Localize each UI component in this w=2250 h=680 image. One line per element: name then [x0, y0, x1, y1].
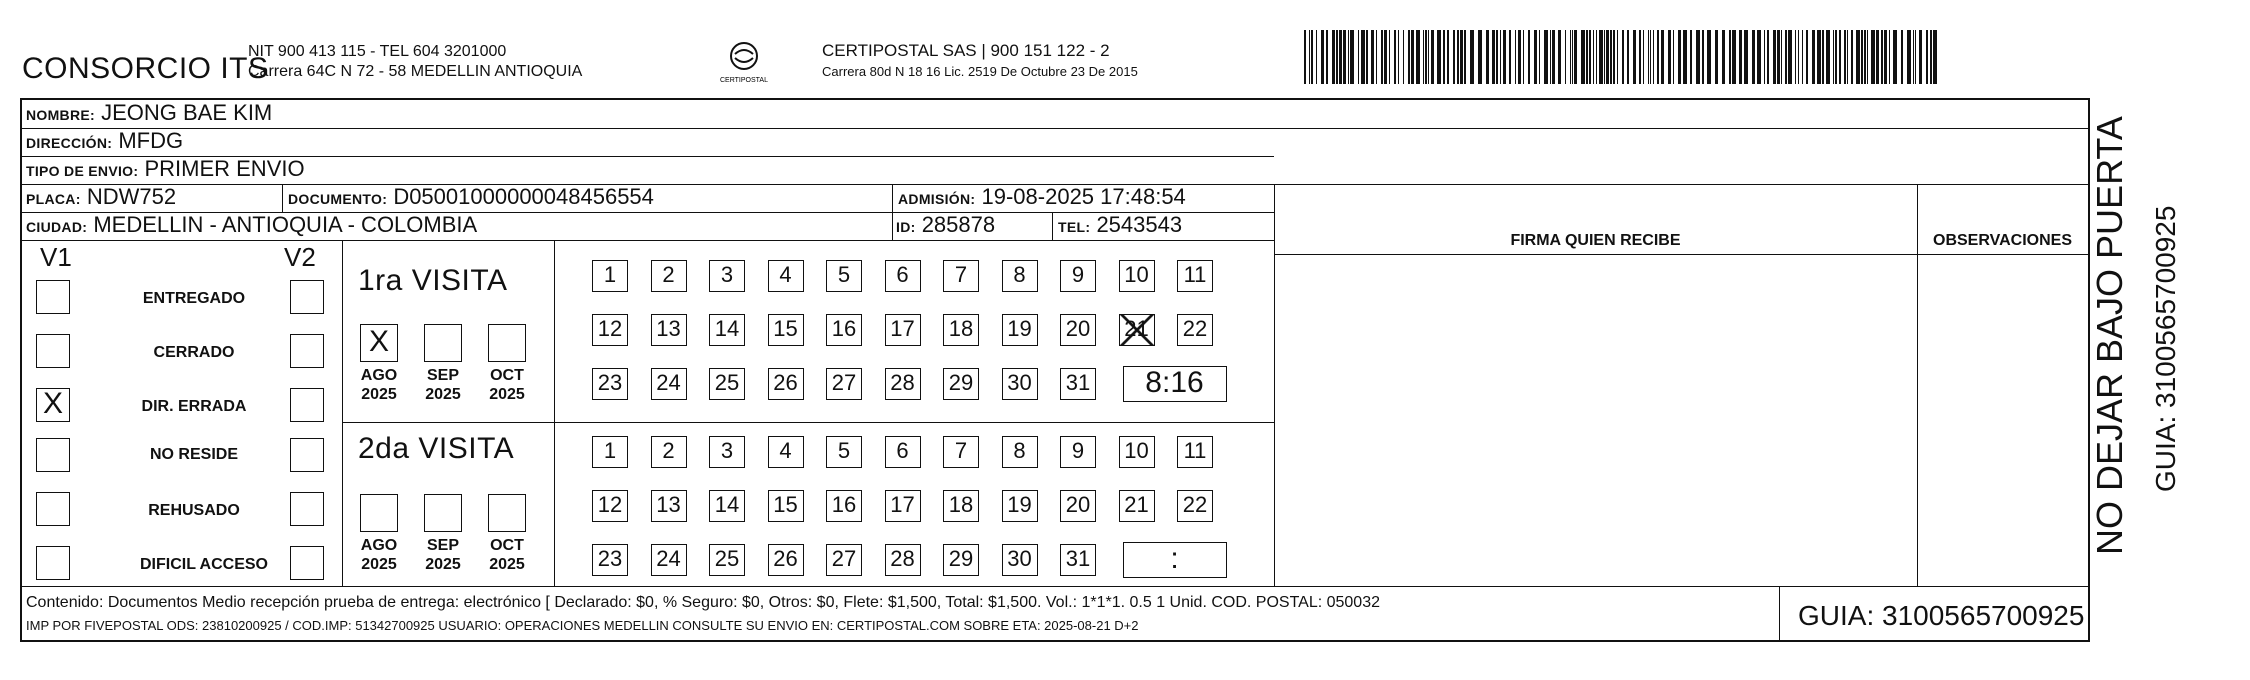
barcode-bar: [1812, 30, 1815, 84]
visit1-day-5[interactable]: 5: [826, 260, 862, 292]
barcode-bar: [1394, 30, 1396, 84]
admision-label: ADMISIÓN:: [898, 191, 976, 207]
placa-value: NDW752: [86, 184, 177, 209]
v1-entregado-checkbox[interactable]: [36, 280, 70, 314]
barcode-bar: [1884, 30, 1887, 84]
visit1-day-21[interactable]: 21: [1119, 314, 1155, 346]
visit2-day-30[interactable]: 30: [1002, 544, 1038, 576]
visit2-day-6[interactable]: 6: [885, 436, 921, 468]
barcode-bar: [1366, 30, 1368, 84]
documento-field: [288, 184, 654, 210]
visit1-day-13[interactable]: 13: [651, 314, 687, 346]
barcode-bar: [1788, 30, 1792, 84]
barcode-bar: [1528, 30, 1530, 84]
barcode-bar: [1839, 30, 1841, 84]
barcode-bar: [1673, 30, 1674, 84]
barcode-bar: [1643, 30, 1644, 84]
visit1-day-18[interactable]: 18: [943, 314, 979, 346]
firma-header: FIRMA QUIEN RECIBE: [1510, 232, 1681, 249]
visit2-day-26[interactable]: 26: [768, 544, 804, 576]
company-name: CONSORCIO ITS: [22, 52, 269, 85]
barcode-bar: [1503, 30, 1506, 84]
barcode-bar: [1861, 30, 1863, 84]
barcode-bar: [1565, 30, 1566, 84]
barcode-bar: [1336, 30, 1338, 84]
barcode-bar: [1492, 30, 1495, 84]
barcode-bar: [1864, 30, 1866, 84]
visit2-day-10[interactable]: 10: [1119, 436, 1155, 468]
barcode-bar: [1596, 30, 1597, 84]
visit2-day-9[interactable]: 9: [1060, 436, 1096, 468]
certipostal-sub: Carrera 80d N 18 16 Lic. 2519 De Octubre 23 De 2015: [822, 64, 1138, 79]
visit1-day-24[interactable]: 24: [651, 368, 687, 400]
barcode-bar: [1715, 30, 1718, 84]
barcode-bar: [1919, 30, 1922, 84]
barcode-bar: [1550, 30, 1551, 84]
barcode-bar: [1593, 30, 1594, 84]
barcode-bar: [1871, 30, 1875, 84]
barcode-bar: [1732, 30, 1736, 84]
visit1-day-28[interactable]: 28: [885, 368, 921, 400]
barcode-bar: [1381, 30, 1383, 84]
barcode-bar: [1523, 30, 1524, 84]
barcode-bar: [1653, 30, 1654, 84]
footer-contenido: Contenido: Documentos Medio recepción prueba de entrega: electrónico [ Declarado: $0, % Seguro: $0, Otros: $0, Flete: $1,500, Total: $1,500. Vol.: 1*1*1. 0.5 1 Unid. COD. POSTAL: 050032: [26, 594, 1380, 611]
barcode-bar: [1464, 30, 1466, 84]
barcode-bar: [1332, 30, 1335, 84]
visit1-day-16[interactable]: 16: [826, 314, 862, 346]
certipostal-logo: [720, 38, 768, 86]
visit1-day-10[interactable]: 10: [1119, 260, 1155, 292]
visit1-day-6[interactable]: 6: [885, 260, 921, 292]
visit1-day-22[interactable]: 22: [1177, 314, 1213, 346]
barcode-bar: [1833, 30, 1834, 84]
barcode-bar: [1478, 30, 1482, 84]
v2-entregado-checkbox[interactable]: [290, 280, 324, 314]
address-line: Carrera 64C N 72 - 58 MEDELLIN ANTIOQUIA: [248, 63, 583, 80]
barcode: [1304, 30, 1940, 84]
barcode-bar: [1773, 30, 1776, 84]
barcode-bar: [1617, 30, 1618, 84]
side-guia: GUIA: 3100565700925: [2150, 205, 2181, 492]
barcode-bar: [1926, 30, 1928, 84]
visit1-day-7[interactable]: 7: [943, 260, 979, 292]
barcode-bar: [1544, 30, 1548, 84]
tel-field: [1058, 212, 1182, 238]
barcode-bar: [1757, 30, 1761, 84]
visit1-month-sep-label: SEP 2025: [425, 367, 461, 403]
visit2-month-ago-box[interactable]: [360, 494, 398, 532]
barcode-bar: [1606, 30, 1609, 84]
ciudad-field: [26, 212, 477, 238]
visit2-day-22[interactable]: 22: [1177, 490, 1213, 522]
barcode-bar: [1795, 30, 1796, 84]
visit2-day-18[interactable]: 18: [943, 490, 979, 522]
visit2-day-16[interactable]: 16: [826, 490, 862, 522]
barcode-bar: [1389, 30, 1390, 84]
visit2-day-20[interactable]: 20: [1060, 490, 1096, 522]
placa-field: [26, 184, 176, 210]
barcode-bar: [1893, 30, 1897, 84]
v1-no-reside-checkbox[interactable]: [36, 438, 70, 472]
barcode-bar: [1722, 30, 1725, 84]
visit2-day-29[interactable]: 29: [943, 544, 979, 576]
barcode-bar: [1447, 30, 1449, 84]
visit2-day-28[interactable]: 28: [885, 544, 921, 576]
barcode-bar: [1599, 30, 1603, 84]
visit1-day-19[interactable]: 19: [1002, 314, 1038, 346]
visit1-day-26[interactable]: 26: [768, 368, 804, 400]
barcode-bar: [1856, 30, 1860, 84]
barcode-bar: [1570, 30, 1571, 84]
visit2-month-oct-box[interactable]: [488, 494, 526, 532]
visit2-month-ago-label: AGO 2025: [360, 537, 398, 573]
barcode-bar: [1316, 30, 1317, 84]
barcode-bar: [1881, 30, 1883, 84]
barcode-bar: [1457, 30, 1459, 84]
admision-field: [898, 184, 1186, 210]
certipostal-line: CERTIPOSTAL SAS | 900 151 122 - 2: [822, 41, 1110, 60]
barcode-bar: [1867, 30, 1868, 84]
barcode-bar: [1416, 30, 1420, 84]
barcode-bar: [1470, 30, 1474, 84]
barcode-bar: [1764, 30, 1765, 84]
barcode-bar: [1610, 30, 1612, 84]
barcode-bar: [1486, 30, 1489, 84]
barcode-bar: [1627, 30, 1629, 84]
visit1-title: 1ra VISITA: [358, 264, 508, 297]
barcode-bar: [1802, 30, 1803, 84]
barcode-bar: [1777, 30, 1780, 84]
v1-header: V1: [40, 242, 72, 272]
visit1-day-23[interactable]: 23: [592, 368, 628, 400]
tel-value: 2543543: [1096, 212, 1183, 237]
barcode-bar: [1376, 30, 1377, 84]
barcode-bar: [1350, 30, 1354, 84]
barcode-bar: [1453, 30, 1455, 84]
status-rehusado: REHUSADO: [148, 502, 240, 519]
visit2-day-7[interactable]: 7: [943, 436, 979, 468]
visit1-day-12[interactable]: 12: [592, 314, 628, 346]
visit2-day-14[interactable]: 14: [709, 490, 745, 522]
direccion-value: MFDG: [118, 128, 184, 153]
visit2-day-4[interactable]: 4: [768, 436, 804, 468]
barcode-bar: [1622, 30, 1624, 84]
visit1-month-sep-box[interactable]: [424, 324, 462, 362]
barcode-bar: [1500, 30, 1501, 84]
barcode-bar: [1678, 30, 1681, 84]
barcode-bar: [1586, 30, 1588, 84]
barcode-bar: [1798, 30, 1799, 84]
footer-content: [26, 594, 1776, 633]
v1-cerrado-checkbox[interactable]: [36, 334, 70, 368]
barcode-bar: [1683, 30, 1687, 84]
id-value: 285878: [921, 212, 996, 237]
visit1-day-27[interactable]: 27: [826, 368, 862, 400]
barcode-bar: [1326, 30, 1328, 84]
barcode-bar: [1539, 30, 1540, 84]
footer-imp: IMP POR FIVEPOSTAL ODS: 23810200925 / COD.IMP: 51342700925 USUARIO: OPERACIONES MEDELLIN CONSULTE SU ENVIO EN: CERTIPOSTAL.COM SOBRE ETA: 2025-08-21 D+2: [26, 618, 1139, 633]
visit2-time-box[interactable]: :: [1123, 542, 1227, 578]
admision-value: 19-08-2025 17:48:54: [981, 184, 1186, 209]
visit2-day-1[interactable]: 1: [592, 436, 628, 468]
visit2-day-17[interactable]: 17: [885, 490, 921, 522]
barcode-bar: [1423, 30, 1424, 84]
direccion-label: DIRECCIÓN:: [26, 135, 113, 151]
tel-label: TEL:: [1058, 219, 1091, 235]
barcode-bar: [1889, 30, 1890, 84]
visit2-day-21[interactable]: 21: [1119, 490, 1155, 522]
visit1-month-oct-box[interactable]: [488, 324, 526, 362]
status-no-reside: NO RESIDE: [149, 446, 238, 463]
visit1-day-15[interactable]: 15: [768, 314, 804, 346]
visit2-day-2[interactable]: 2: [651, 436, 687, 468]
barcode-bar: [1690, 30, 1692, 84]
barcode-bar: [1358, 30, 1359, 84]
visit2-day-11[interactable]: 11: [1177, 436, 1213, 468]
ciudad-label: CIUDAD:: [26, 219, 88, 235]
barcode-bar: [1657, 30, 1659, 84]
v2-cerrado-checkbox[interactable]: [290, 334, 324, 368]
visit2-day-12[interactable]: 12: [592, 490, 628, 522]
status-cerrado: CERRADO: [153, 344, 235, 361]
barcode-bar: [1581, 30, 1585, 84]
visit1-day-17[interactable]: 17: [885, 314, 921, 346]
company-info: [248, 42, 582, 82]
barcode-bar: [1639, 30, 1641, 84]
barcode-bar: [1752, 30, 1755, 84]
barcode-bar: [1806, 30, 1808, 84]
id-field: [896, 212, 995, 238]
visit2-day-8[interactable]: 8: [1002, 436, 1038, 468]
placa-label: PLACA:: [26, 191, 81, 207]
v2-dificil-acceso-checkbox[interactable]: [290, 546, 324, 580]
visit1-day-25[interactable]: 25: [709, 368, 745, 400]
barcode-bar: [1844, 30, 1846, 84]
barcode-bar: [1574, 30, 1577, 84]
observaciones-header: OBSERVACIONES: [1933, 232, 2072, 249]
visit1-month-ago-label: AGO 2025: [360, 367, 398, 403]
barcode-bar: [1613, 30, 1615, 84]
nombre-value: JEONG BAE KIM: [101, 100, 273, 125]
barcode-bar: [1321, 30, 1324, 84]
barcode-bar: [1781, 30, 1782, 84]
barcode-bar: [1767, 30, 1769, 84]
barcode-bar: [1729, 30, 1731, 84]
barcode-bar: [1403, 30, 1404, 84]
barcode-bar: [1785, 30, 1787, 84]
nombre-label: NOMBRE:: [26, 107, 95, 123]
visit1-day-1[interactable]: 1: [592, 260, 628, 292]
barcode-bar: [1661, 30, 1664, 84]
barcode-bar: [1668, 30, 1671, 84]
visit2-day-13[interactable]: 13: [651, 490, 687, 522]
barcode-bar: [1411, 30, 1414, 84]
barcode-bar: [1822, 30, 1824, 84]
visit2-day-5[interactable]: 5: [826, 436, 862, 468]
barcode-bar: [1851, 30, 1853, 84]
barcode-bar: [1304, 30, 1306, 84]
barcode-bar: [1702, 30, 1704, 84]
visit1-day-20[interactable]: 20: [1060, 314, 1096, 346]
barcode-bar: [1515, 30, 1516, 84]
barcode-bar: [1648, 30, 1649, 84]
documento-label: DOCUMENTO:: [288, 191, 388, 207]
status-entregado: ENTREGADO: [142, 290, 246, 307]
v2-header: V2: [284, 242, 316, 272]
certipostal-info: [822, 40, 1138, 82]
barcode-bar: [1425, 30, 1427, 84]
barcode-bar: [1933, 30, 1937, 84]
visit1-day-11[interactable]: 11: [1177, 260, 1213, 292]
visit1-day-3[interactable]: 3: [709, 260, 745, 292]
footer-guia: GUIA: 3100565700925: [1798, 600, 2085, 631]
visit1-day-29[interactable]: 29: [943, 368, 979, 400]
tipo-envio-value: PRIMER ENVIO: [144, 156, 305, 181]
visit2-day-3[interactable]: 3: [709, 436, 745, 468]
visit1-month-oct-label: OCT 2025: [489, 367, 525, 403]
visit1-day-2[interactable]: 2: [651, 260, 687, 292]
status-dificil-acceso: DIFICIL ACCESO: [139, 556, 268, 573]
visit2-day-19[interactable]: 19: [1002, 490, 1038, 522]
visit2-day-24[interactable]: 24: [651, 544, 687, 576]
barcode-bar: [1876, 30, 1879, 84]
logo-text: CERTIPOSTAL: [720, 77, 768, 84]
barcode-bar: [1907, 30, 1911, 84]
barcode-bar: [1707, 30, 1711, 84]
barcode-bar: [1496, 30, 1498, 84]
visit1-day-8[interactable]: 8: [1002, 260, 1038, 292]
v1-dificil-acceso-checkbox[interactable]: [36, 546, 70, 580]
barcode-bar: [1835, 30, 1837, 84]
visit2-day-25[interactable]: 25: [709, 544, 745, 576]
barcode-bar: [1572, 30, 1573, 84]
v1-rehusado-checkbox[interactable]: [36, 492, 70, 526]
direccion-field: [26, 128, 183, 154]
visit1-day-30[interactable]: 30: [1002, 368, 1038, 400]
barcode-bar: [1428, 30, 1429, 84]
visit1-month-ago-box[interactable]: X: [360, 324, 398, 362]
delivery-form: [20, 98, 2090, 642]
visit2-day-27[interactable]: 27: [826, 544, 862, 576]
barcode-bar: [1311, 30, 1313, 84]
barcode-bar: [1696, 30, 1700, 84]
tipo-envio-label: TIPO DE ENVIO:: [26, 163, 139, 179]
visit2-title: 2da VISITA: [358, 432, 515, 465]
barcode-bar: [1431, 30, 1434, 84]
barcode-bar: [1744, 30, 1748, 84]
barcode-bar: [1633, 30, 1636, 84]
barcode-bar: [1398, 30, 1399, 84]
tipo-envio-field: [26, 156, 305, 182]
barcode-bar: [1913, 30, 1914, 84]
barcode-bar: [1509, 30, 1511, 84]
visit1-day-4[interactable]: 4: [768, 260, 804, 292]
visit1-day-9[interactable]: 9: [1060, 260, 1096, 292]
no-dejar-bajo-puerta: NO DEJAR BAJO PUERTA: [2089, 116, 2130, 555]
v1-dir-errada-checkbox[interactable]: X: [36, 388, 70, 422]
barcode-bar: [1361, 30, 1365, 84]
visit2-day-23[interactable]: 23: [592, 544, 628, 576]
visit2-day-15[interactable]: 15: [768, 490, 804, 522]
barcode-bar: [1826, 30, 1830, 84]
barcode-bar: [1437, 30, 1441, 84]
nombre-field: [26, 100, 272, 126]
barcode-bar: [1443, 30, 1445, 84]
status-dir-errada: DIR. ERRADA: [141, 398, 247, 415]
ciudad-value: MEDELLIN - ANTIOQUIA - COLOMBIA: [93, 212, 478, 237]
visit1-day-14[interactable]: 14: [709, 314, 745, 346]
barcode-bar: [1604, 30, 1605, 84]
barcode-bar: [1739, 30, 1742, 84]
id-label: ID:: [896, 219, 916, 235]
visit2-month-sep-box[interactable]: [424, 494, 462, 532]
barcode-bar: [1343, 30, 1346, 84]
v2-rehusado-checkbox[interactable]: [290, 492, 324, 526]
nit-line: NIT 900 413 115 - TEL 604 3201000: [248, 43, 507, 60]
v2-no-reside-checkbox[interactable]: [290, 438, 324, 472]
barcode-bar: [1518, 30, 1521, 84]
barcode-bar: [1847, 30, 1848, 84]
barcode-bar: [1589, 30, 1591, 84]
barcode-bar: [1552, 30, 1555, 84]
barcode-bar: [1309, 30, 1310, 84]
barcode-bar: [1371, 30, 1374, 84]
visit1-day-31[interactable]: 31: [1060, 368, 1096, 400]
barcode-bar: [1348, 30, 1349, 84]
barcode-bar: [1558, 30, 1561, 84]
visit1-time-box[interactable]: 8:16: [1123, 366, 1227, 402]
barcode-bar: [1817, 30, 1821, 84]
barcode-bar: [1650, 30, 1651, 84]
barcode-bar: [1384, 30, 1387, 84]
barcode-bar: [1408, 30, 1410, 84]
visit2-day-31[interactable]: 31: [1060, 544, 1096, 576]
barcode-bar: [1339, 30, 1342, 84]
v2-dir-errada-checkbox[interactable]: [290, 388, 324, 422]
barcode-bar: [1460, 30, 1463, 84]
visit2-month-sep-label: SEP 2025: [425, 537, 461, 573]
barcode-bar: [1534, 30, 1537, 84]
barcode-bar: [1901, 30, 1903, 84]
visit2-month-oct-label: OCT 2025: [489, 537, 525, 573]
barcode-bar: [1915, 30, 1916, 84]
documento-value: D05001000000048456554: [393, 184, 654, 209]
barcode-bar: [1930, 30, 1932, 84]
